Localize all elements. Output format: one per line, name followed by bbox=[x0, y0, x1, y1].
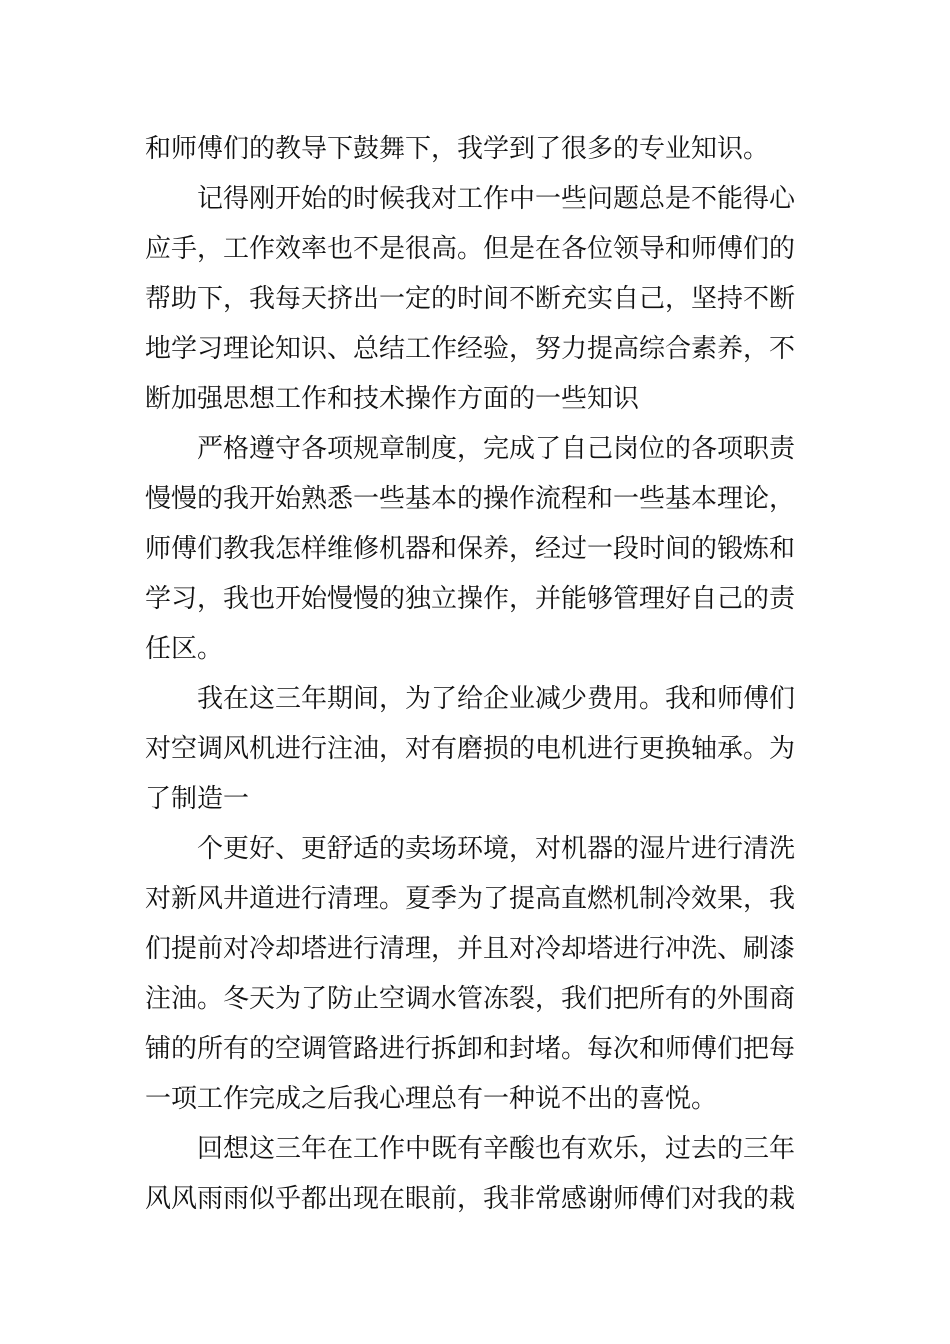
text-line: 学习，我也开始慢慢的独立操作，并能够管理好自己的责 bbox=[145, 584, 796, 614]
text-line: 对空调风机进行注油，对有磨损的电机进行更换轴承。为 bbox=[145, 734, 796, 764]
paragraph-start-line: 我在这三年期间，为了给企业减少费用。我和师傅们 bbox=[197, 684, 796, 714]
text-line: 注油。冬天为了防止空调水管冻裂，我们把所有的外围商 bbox=[145, 984, 796, 1014]
paragraph-start-line: 记得刚开始的时候我对工作中一些问题总是不能得心 bbox=[197, 184, 796, 214]
text-line: 们提前对冷却塔进行清理，并且对冷却塔进行冲洗、刷漆 bbox=[145, 934, 796, 964]
text-line: 了制造一 bbox=[145, 784, 250, 814]
text-line: 和师傅们的教导下鼓舞下，我学到了很多的专业知识。 bbox=[145, 134, 770, 164]
text-line: 风风雨雨似乎都出现在眼前，我非常感谢师傅们对我的栽 bbox=[145, 1184, 796, 1214]
text-line: 慢慢的我开始熟悉一些基本的操作流程和一些基本理论， bbox=[145, 484, 796, 514]
text-line: 任区。 bbox=[145, 634, 224, 664]
text-line: 一项工作完成之后我心理总有一种说不出的喜悦。 bbox=[145, 1084, 718, 1114]
text-line: 对新风井道进行清理。夏季为了提高直燃机制冷效果，我 bbox=[145, 884, 796, 914]
paragraph-start-line: 个更好、更舒适的卖场环境，对机器的湿片进行清洗 bbox=[197, 834, 796, 864]
text-line: 应手，工作效率也不是很高。但是在各位领导和师傅们的 bbox=[145, 234, 796, 264]
paragraph-start-line: 严格遵守各项规章制度，完成了自己岗位的各项职责 bbox=[197, 434, 796, 464]
text-line: 师傅们教我怎样维修机器和保养，经过一段时间的锻炼和 bbox=[145, 534, 796, 564]
text-line: 铺的所有的空调管路进行拆卸和封堵。每次和师傅们把每 bbox=[145, 1034, 796, 1064]
text-line: 帮助下，我每天挤出一定的时间不断充实自己，坚持不断 bbox=[145, 284, 796, 314]
text-line: 断加强思想工作和技术操作方面的一些知识 bbox=[145, 384, 640, 414]
text-line: 地学习理论知识、总结工作经验，努力提高综合素养，不 bbox=[145, 334, 796, 364]
paragraph-start-line: 回想这三年在工作中既有辛酸也有欢乐，过去的三年 bbox=[197, 1134, 796, 1164]
